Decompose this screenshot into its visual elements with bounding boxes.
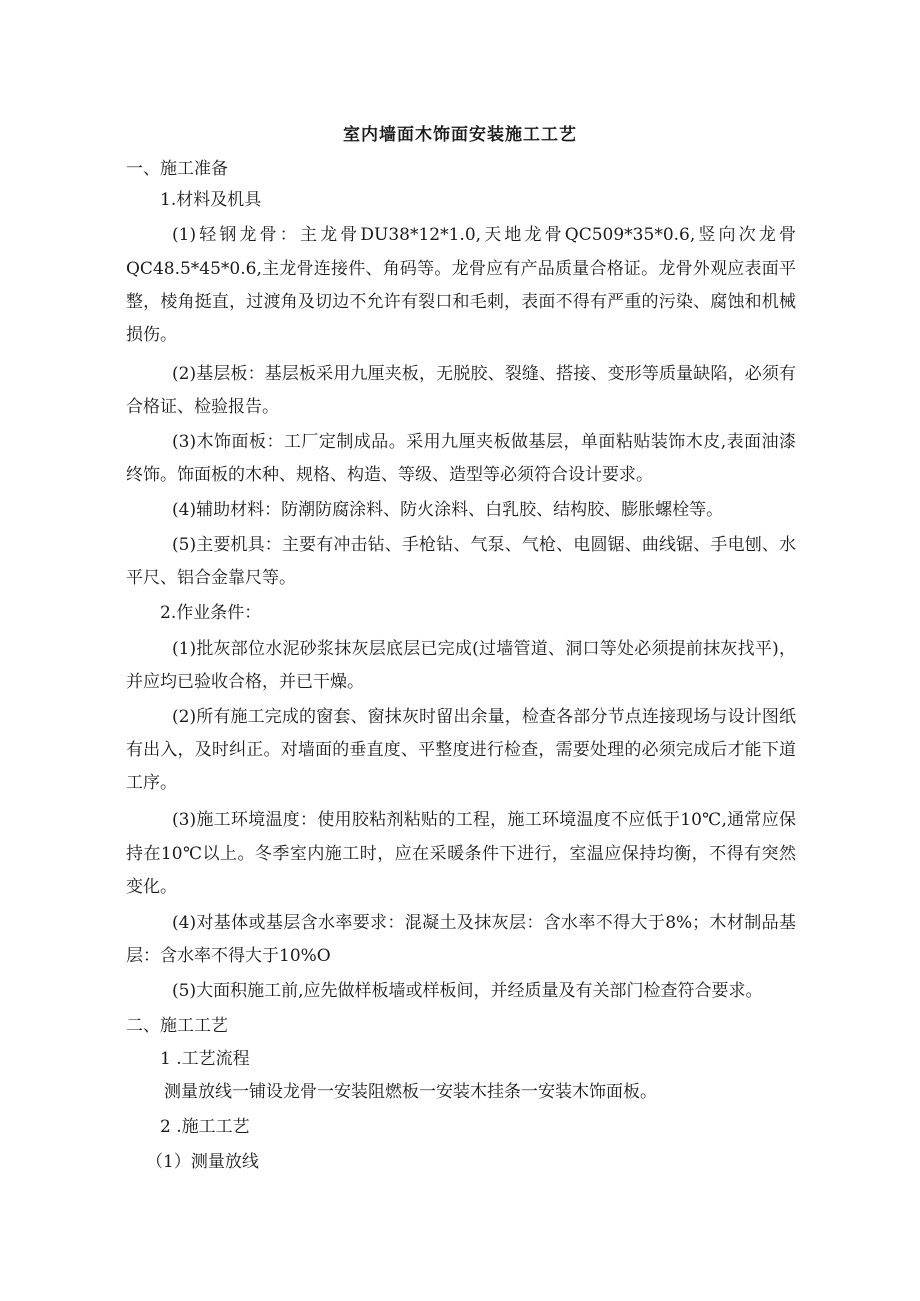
paragraph-line: (5)主要机具：主要有冲击钻、手枪钻、气泵、气枪、电圆锯、曲线锯、手电刨、水: [172, 535, 796, 555]
paragraph-line: 变化。: [126, 877, 177, 897]
paragraph-line: 持在10℃以上。冬季室内施工时，应在采暖条件下进行，室温应保持均衡，不得有突然: [126, 844, 796, 864]
paragraph-line: 测量放线一铺设龙骨一安装阻燃板一安装木挂条一安装木饰面板。: [164, 1082, 657, 1102]
document-title: 室内墙面木饰面安装施工工艺: [343, 125, 577, 145]
paragraph-line: 工序。: [126, 773, 177, 793]
paragraph-line: 合格证、检验报告。: [126, 397, 279, 417]
paragraph-line: 损伤。: [126, 325, 177, 345]
paragraph-line: (1)批灰部位水泥砂浆抹灰层底层已完成(过墙管道、洞口等处必须提前抹灰找平)，: [172, 639, 796, 659]
paragraph-line: (3)木饰面板：工厂定制成品。采用九厘夹板做基层，单面粘贴装饰木皮,表面油漆: [172, 432, 796, 452]
subheading-conditions: 2.作业条件：: [160, 603, 262, 623]
paragraph-line: (2)所有施工完成的窗套、窗抹灰时留出余量，检查各部分节点连接现场与设计图纸: [172, 707, 796, 727]
paragraph-line: (5)大面积施工前,应先做样板墙或样板间，并经质量及有关部门检查符合要求。: [172, 981, 763, 1001]
paragraph-line: 终饰。饰面板的木种、规格、构造、等级、造型等必须符合设计要求。: [126, 465, 653, 485]
paragraph-line: (3)施工环境温度：使用胶粘剂粘贴的工程，施工环境温度不应低于10℃,通常应保: [172, 810, 796, 830]
subheading-materials: 1.材料及机具: [160, 190, 262, 210]
paragraph-line: 并应均已验收合格，并已干燥。: [126, 672, 364, 692]
subheading-process-flow: 1 .工艺流程: [160, 1049, 250, 1069]
paragraph-line: （1）测量放线: [146, 1152, 259, 1172]
paragraph-line: (1)轻钢龙骨：主龙骨DU38*12*1.0,天地龙骨QC509*35*0.6,竖向次龙骨: [172, 225, 796, 245]
section-heading-process: 二、施工工艺: [126, 1016, 228, 1036]
paragraph-line: QC48.5*45*0.6,主龙骨连接件、角码等。龙骨应有产品质量合格证。龙骨外观应表面平: [126, 259, 796, 279]
subheading-process: 2 .施工工艺: [160, 1117, 250, 1137]
paragraph-line: (4)辅助材料：防潮防腐涂料、防火涂料、白乳胶、结构胶、膨胀螺栓等。: [172, 500, 724, 520]
section-heading-preparation: 一、施工准备: [126, 159, 228, 179]
paragraph-line: 层：含水率不得大于10%O: [126, 946, 331, 966]
paragraph-line: 整，棱角挺直，过渡角及切边不允许有裂口和毛刺，表面不得有严重的污染、腐蚀和机械: [126, 292, 796, 312]
paragraph-line: (2)基层板：基层板采用九厘夹板，无脱胶、裂缝、搭接、变形等质量缺陷，必须有: [172, 364, 796, 384]
paragraph-line: 平尺、铝合金靠尺等。: [126, 568, 296, 588]
paragraph-line: (4)对基体或基层含水率要求：混凝土及抹灰层：含水率不得大于8%；木材制品基: [172, 913, 796, 933]
paragraph-line: 有出入，及时纠正。对墙面的垂直度、平整度进行检查，需要处理的必须完成后才能下道: [126, 740, 796, 760]
